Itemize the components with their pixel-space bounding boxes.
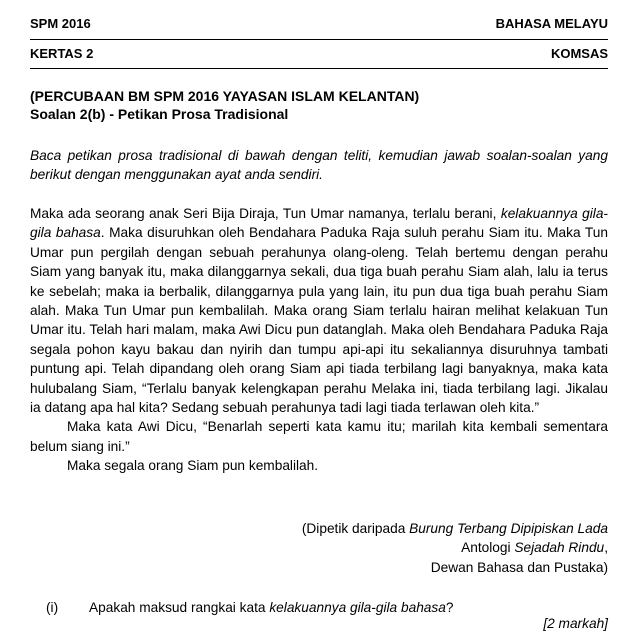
prose-passage (30, 204, 608, 476)
passage-text: . Maka disuruhkan oleh Bendahara Paduka Raja suluh perahu Siam itu. Maka Tun Umar pun pergilah dengan sebuah perahunya olang-oleng. Telah bertemu dengan perahu Siam yang banyak itu, maka dilanggarnya sekali, dua tiga buah perahu Siam alah, lalu ia terus ke sebelah; maka ia berbalik, dilanggarnya pula yang lain, itu pun dua tiga buah perahu Siam alah. Maka Tun Umar pun kembalilah. Maka orang Siam terlalu hairan melihat kelakuan Tun Umar itu. Telah hari malam, maka Awi Dicu pun datanglah. Maka oleh Bendahara Paduka Raja segala pohon kayu bakau dan nyirih dan tumpu api-api itu sekaliannya disuruhnya tambati puntung api. Telah dipandang oleh orang Siam api tiada terbilang lagi banyaknya, maka kata hulubalang Siam, “Terlalu banyak kelengkapan perahu Melaka ini, tiada terbilang lagi. Jikalau ia datang apa hal kita? Sedang sebuah perahunya tadi lagi tiada terlawan oleh kita.” (30, 225, 608, 416)
marks-allocation: [2 markah] (543, 616, 608, 631)
citation-text: , (604, 540, 608, 556)
citation-text: ) (603, 559, 608, 575)
question-text-part: ? (445, 600, 454, 615)
instruction-text: Baca petikan prosa tradisional di bawah dengan teliti, kemudian jawab soalan-soalan yang berikut dengan menggunakan ayat anda sendiri. (30, 148, 608, 183)
citation-line-2 (302, 538, 608, 557)
exam-year: SPM 2016 (30, 16, 91, 31)
header-row-2 (30, 46, 608, 64)
passage-paragraph-1 (30, 204, 608, 417)
passage-paragraph-3: Maka segala orang Siam pun kembalilah. (67, 458, 319, 474)
citation-line-3 (302, 558, 608, 577)
exam-source-title: (PERCUBAAN BM SPM 2016 YAYASAN ISLAM KELANTAN) (30, 88, 420, 104)
question-number: (i) (46, 600, 59, 615)
question-heading: Soalan 2(b) - Petikan Prosa Tradisional (30, 106, 289, 122)
highlighted-phrase: kelakuannya gila-gila bahasa (30, 206, 608, 241)
header-row-1 (30, 16, 608, 34)
subject-name: BAHASA MELAYU (495, 16, 608, 31)
header-divider-2 (30, 68, 608, 69)
citation-anthology-title: Sejadah Rindu (514, 540, 605, 556)
question-text-part: Apakah maksud rangkai kata (89, 600, 270, 615)
passage-text: Maka ada seorang anak Seri Bija Diraja, Tun Umar namanya, terlalu berani, (30, 206, 501, 221)
passage-paragraph-2: Maka kata Awi Dicu, “Benarlah seperti kata kamu itu; marilah kita kembali sementara belum siang ini.” (30, 419, 608, 454)
component-name: KOMSAS (550, 46, 608, 61)
citation-text: (Dipetik daripada (301, 521, 410, 536)
paper-number: KERTAS 2 (30, 46, 94, 61)
citation-publisher: Dewan Bahasa dan Pustaka (430, 559, 604, 575)
citation-text: Antologi (461, 540, 515, 556)
source-citation (302, 519, 608, 577)
header-divider-1 (30, 39, 608, 40)
question-phrase: kelakuannya gila-gila bahasa (269, 600, 446, 615)
section-title (30, 87, 608, 123)
question-text (89, 598, 454, 617)
citation-book-title: Burung Terbang Dipipiskan Lada (409, 521, 608, 536)
citation-line-1 (302, 519, 608, 538)
